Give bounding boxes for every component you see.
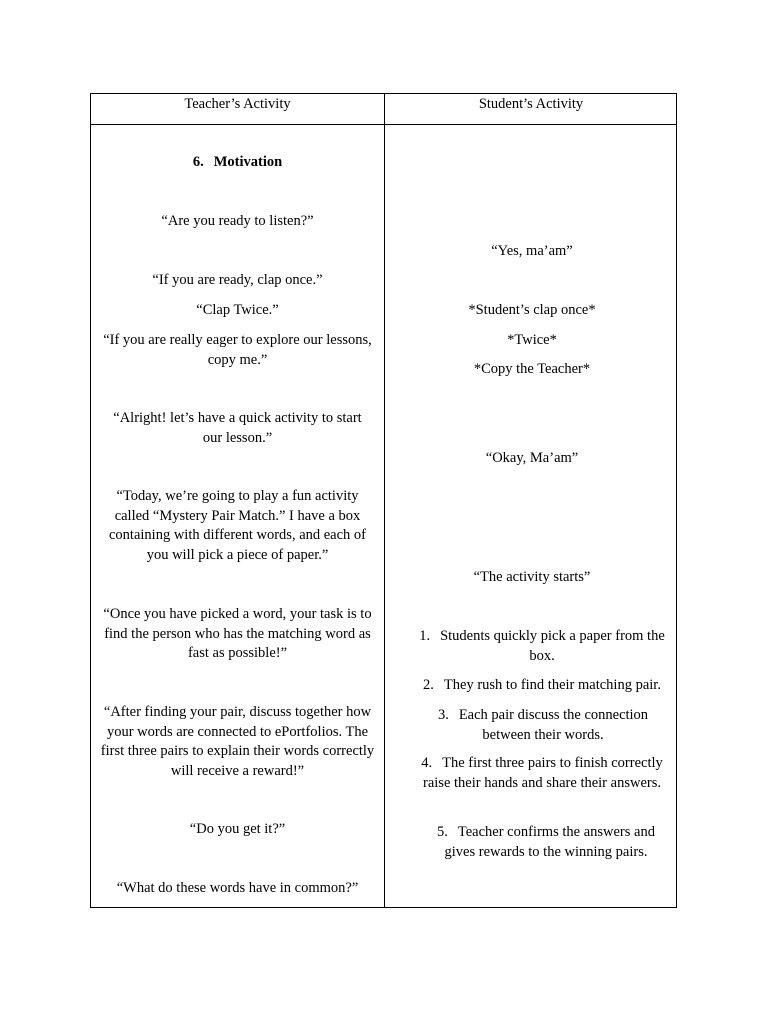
step-text: Each pair discuss the connection between their words. [458, 707, 649, 743]
step-text: Students quickly pick a paper from the box. [440, 628, 665, 664]
step-number: 5. [437, 824, 448, 840]
student-line-6: “The activity starts” [473, 569, 591, 585]
activity-table [90, 93, 677, 908]
step-item-3 [427, 706, 659, 745]
student-line-5: “Okay, Ma’am” [485, 450, 579, 466]
section-number: 6. [192, 154, 204, 170]
teacher-line-1: “Are you ready to listen?” [161, 213, 314, 229]
step-text: The first three pairs to finish correctly raise their hands and share their answers. [423, 755, 663, 791]
header-student-activity: Student’s Activity [478, 96, 584, 112]
teacher-line-3: “Clap Twice.” [196, 302, 279, 318]
student-line-3: *Twice* [507, 332, 557, 348]
teacher-line-2: “If you are ready, clap once.” [152, 272, 323, 288]
step-item-2 [411, 676, 673, 696]
section-heading [95, 153, 380, 173]
step-number: 3. [437, 707, 449, 723]
header-divider [91, 124, 676, 125]
teacher-line-5: “Alright! let’s have a quick activity to start our lesson.” [113, 410, 362, 446]
step-item-5 [421, 823, 671, 862]
student-line-4: *Copy the Teacher* [473, 361, 591, 377]
teacher-line-7: “Once you have picked a word, your task is to find the person who has the matching word as fast as possible!” [103, 606, 372, 661]
header-teacher-activity: Teacher’s Activity [184, 96, 291, 112]
step-number: 4. [421, 755, 433, 771]
teacher-line-4: “If you are really eager to explore our lessons, copy me.” [103, 332, 372, 368]
column-divider [384, 94, 385, 907]
section-title: Motivation [213, 154, 283, 170]
teacher-line-6: “Today, we’re going to play a fun activity called “Mystery Pair Match.” I have a box containing with different words, and each of you will pick a piece of paper.” [108, 488, 367, 563]
student-line-1: “Yes, ma’am” [491, 243, 573, 259]
teacher-line-9: “Do you get it?” [189, 821, 286, 837]
step-number: 2. [423, 677, 434, 693]
step-text: Teacher confirms the answers and gives rewards to the winning pairs. [444, 824, 655, 860]
teacher-line-10: “What do these words have in common?” [116, 880, 359, 896]
student-line-2: *Student’s clap once* [468, 302, 596, 318]
step-number: 1. [419, 628, 431, 644]
step-item-1 [411, 627, 673, 666]
teacher-line-8: “After finding your pair, discuss together how your words are connected to ePortfolios. The first three pairs to explain their words correctly will receive a reward!” [100, 704, 375, 779]
step-item-4 [411, 754, 673, 793]
step-text: They rush to find their matching pair. [443, 677, 661, 693]
